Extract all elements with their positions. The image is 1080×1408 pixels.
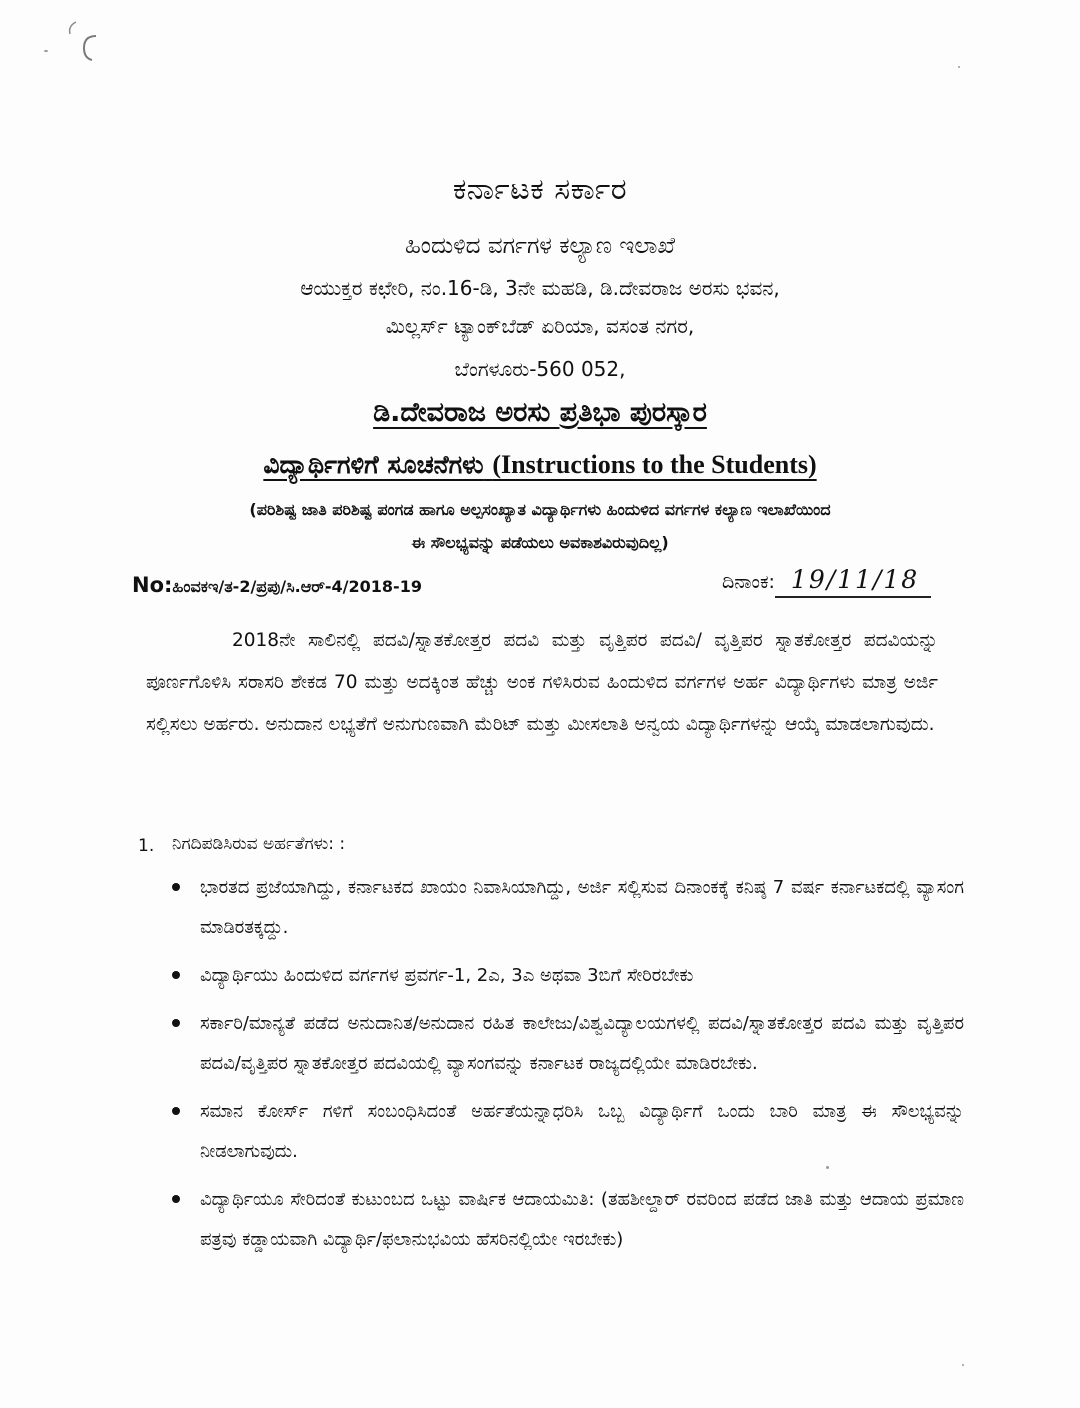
reference-value: ಹಿಂವಕಇ/ತ-2/ಪ್ರಪು/ಸಿ.ಆರ್-4/2018-19 — [172, 577, 422, 596]
intro-paragraph: 2018ನೇ ಸಾಲಿನಲ್ಲಿ ಪದವಿ/ಸ್ನಾತಕೋತ್ತರ ಪದವಿ ಮತ್ತು ವೃತ್ತಿಪರ ಪದವಿ/ ವೃತ್ತಿಪರ ಸ್ನಾತಕೋತ್ತರ ಪದವಿಯನ್ನು ಪೂರ್ಣಗೊಳಿಸಿ ಸರಾಸರಿ ಶೇಕಡ 70 ಮತ್ತು ಅದಕ್ಕಿಂತ ಹೆಚ್ಚು ಅಂಕ ಗಳಿಸಿರುವ ಹಿಂದುಳಿದ ವರ್ಗಗಳ ಅರ್ಹ ವಿದ್ಯಾರ್ಥಿಗಳು ಮಾತ್ರ ಅರ್ಜಿ ಸಲ್ಲಿಸಲು ಅರ್ಹರು. ಅನುದಾನ ಲಭ್ಯತೆಗೆ ಅನುಗುಣವಾಗಿ ಮೆರಿಟ್ ಮತ್ತು ಮೀಸಲಾತಿ ಅನ್ವಯ ವಿದ್ಯಾರ್ಥಿಗಳನ್ನು ಆಯ್ಕೆ ಮಾಡಲಾಗುವುದು. — [146, 630, 938, 735]
eligibility-list — [172, 868, 964, 1268]
scan-speck — [44, 50, 48, 52]
address-line-2: ಮಿಲ್ಲರ್ಸ್ ಟ್ಯಾಂಕ್‌ಬೆಡ್ ಏರಿಯಾ, ವಸಂತ ನಗರ, — [385, 314, 695, 338]
section-heading: ನಿಗದಿಪಡಿಸಿರುವ ಅರ್ಹತೆಗಳು: : — [172, 834, 346, 854]
scan-speck — [962, 1364, 964, 1366]
instructions-heading — [0, 450, 1080, 480]
award-title: ಡಿ.ದೇವರಾಜ ಅರಸು ಪ್ರತಿಭಾ ಪುರಸ್ಕಾರ — [373, 397, 707, 428]
bullet-icon — [172, 1195, 180, 1203]
document-date — [722, 565, 931, 598]
bullet-icon — [172, 971, 180, 979]
scan-mark-icon — [62, 18, 112, 68]
scan-speck — [958, 66, 960, 68]
instructions-heading-english: (Instructions to the Students) — [492, 450, 817, 479]
instructions-heading-kannada: ವಿದ್ಯಾರ್ಥಿಗಳಿಗೆ ಸೂಚನೆಗಳು — [263, 450, 484, 479]
list-item-text: ವಿದ್ಯಾರ್ಥಿಯು ಹಿಂದುಳಿದ ವರ್ಗಗಳ ಪ್ರವರ್ಗ-1, 2ಎ, 3ಎ ಅಥವಾ 3ಬಿಗೆ ಸೇರಿರಬೇಕು — [200, 965, 694, 986]
section-number: 1. — [138, 836, 155, 856]
department-name: ಹಿಂದುಳಿದ ವರ್ಗಗಳ ಕಲ್ಯಾಣ ಇಲಾಖೆ — [404, 233, 676, 259]
list-item-text: ಸಮಾನ ಕೋರ್ಸ್ ಗಳಿಗೆ ಸಂಬಂಧಿಸಿದಂತೆ ಅರ್ಹತೆಯನ್ನಾಧರಿಸಿ ಒಬ್ಬ ವಿದ್ಯಾರ್ಥಿಗೆ ಒಂದು ಬಾರಿ ಮಾತ್ರ ಈ ಸೌಲಭ್ಯವನ್ನು ನೀಡಲಾಗುವುದು. — [200, 1101, 964, 1162]
bullet-icon — [172, 1107, 180, 1115]
list-item — [172, 868, 964, 948]
reference-label: No: — [132, 573, 173, 597]
bullet-icon — [172, 883, 180, 891]
date-value: 19/11/18 — [775, 565, 931, 598]
list-item — [172, 1004, 964, 1084]
list-item-text: ಸರ್ಕಾರಿ/ಮಾನ್ಯತೆ ಪಡೆದ ಅನುದಾನಿತ/ಅನುದಾನ ರಹಿತ ಕಾಲೇಜು/ವಿಶ್ವವಿದ್ಯಾಲಯಗಳಲ್ಲಿ ಪದವಿ/ಸ್ನಾತಕೋತ್ತರ ಪದವಿ ಮತ್ತು ವೃತ್ತಿಪರ ಪದವಿ/ವೃತ್ತಿಪರ ಸ್ನಾತಕೋತ್ತರ ಪದವಿಯಲ್ಲಿ ವ್ಯಾಸಂಗವನ್ನು ಕರ್ನಾಟಕ ರಾಜ್ಯದಲ್ಲಿಯೇ ಮಾಡಿರಬೇಕು. — [200, 1013, 964, 1074]
eligibility-note-line-2: ಈ ಸೌಲಭ್ಯವನ್ನು ಪಡೆಯಲು ಅವಕಾಶವಿರುವುದಿಲ್ಲ) — [411, 533, 669, 552]
bullet-icon — [172, 1019, 180, 1027]
eligibility-note-line-1: (ಪರಿಶಿಷ್ಟ ಜಾತಿ ಪರಿಶಿಷ್ಟ ಪಂಗಡ ಹಾಗೂ ಅಲ್ಪಸಂಖ್ಯಾತ ವಿದ್ಯಾರ್ಥಿಗಳು ಹಿಂದುಳಿದ ವರ್ಗಗಳ ಕಲ್ಯಾಣ ಇಲಾಖೆಯಿಂದ — [249, 500, 831, 519]
list-item — [172, 1180, 964, 1260]
list-item-text: ಭಾರತದ ಪ್ರಜೆಯಾಗಿದ್ದು, ಕರ್ನಾಟಕದ ಖಾಯಂ ನಿವಾಸಿಯಾಗಿದ್ದು, ಅರ್ಜಿ ಸಲ್ಲಿಸುವ ದಿನಾಂಕಕ್ಕೆ ಕನಿಷ್ಠ 7 ವರ್ಷ ಕರ್ನಾಟಕದಲ್ಲಿ ವ್ಯಾಸಂಗ ಮಾಡಿರತಕ್ಕದ್ದು. — [200, 877, 964, 938]
government-title: ಕರ್ನಾಟಕ ಸರ್ಕಾರ — [452, 172, 628, 207]
reference-number — [132, 573, 422, 597]
date-label: ದಿನಾಂಕ: — [722, 571, 775, 593]
address-line-3: ಬೆಂಗಳೂರು-560 052, — [454, 357, 626, 381]
address-line-1: ಆಯುಕ್ತರ ಕಛೇರಿ, ನಂ.16-ಡಿ, 3ನೇ ಮಹಡಿ, ಡಿ.ದೇವರಾಜ ಅರಸು ಭವನ, — [300, 276, 780, 300]
list-item — [172, 1092, 964, 1172]
list-item — [172, 956, 964, 996]
list-item-text: ವಿದ್ಯಾರ್ಥಿಯೂ ಸೇರಿದಂತೆ ಕುಟುಂಬದ ಒಟ್ಟು ವಾರ್ಷಿಕ ಆದಾಯಮಿತಿ: (ತಹಶೀಲ್ದಾರ್ ರವರಿಂದ ಪಡೆದ ಜಾತಿ ಮತ್ತು ಆದಾಯ ಪ್ರಮಾಣ ಪತ್ರವು ಕಡ್ಡಾಯವಾಗಿ ವಿದ್ಯಾರ್ಥಿ/ಫಲಾನುಭವಿಯ ಹೆಸರಿನಲ್ಲಿಯೇ ಇರಬೇಕು) — [200, 1189, 964, 1250]
